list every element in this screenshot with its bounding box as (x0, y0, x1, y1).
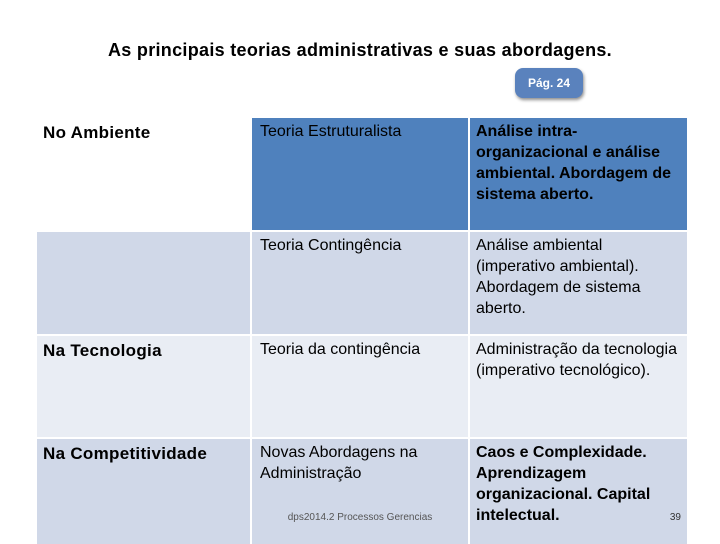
footer-text: dps2014.2 Processos Gerencias (287, 512, 433, 523)
page-badge: Pág. 24 (515, 68, 583, 98)
page-number: 39 (669, 512, 681, 523)
category-cell: Na Tecnologia (37, 336, 250, 437)
theories-table (37, 118, 683, 538)
slide-title: As principais teorias administrativas e suas abordagens. (108, 40, 612, 60)
approach-cell: Análise intra-organizacional e análise ambiental. Abordagem de sistema aberto. (470, 118, 687, 230)
category-cell: No Ambiente (37, 118, 250, 230)
approach-cell (470, 439, 687, 544)
theory-cell: Teoria Estruturalista (252, 118, 468, 230)
theory-cell (252, 439, 468, 544)
theory-cell: Teoria Contingência (252, 232, 468, 334)
approach-text: Caos e Complexidade. Aprendizagem organizacional. Capital intelectual. (476, 444, 651, 524)
theory-cell: Teoria da contingência (252, 336, 468, 437)
approach-cell: Análise ambiental (imperativo ambiental). Abordagem de sistema aberto. (470, 232, 687, 334)
category-cell: Na Competitividade (37, 439, 250, 544)
approach-cell: Administração da tecnologia (imperativo tecnológico). (470, 336, 687, 437)
category-cell (37, 232, 250, 334)
theory-text: Novas Abordagens na Administração (260, 444, 418, 482)
